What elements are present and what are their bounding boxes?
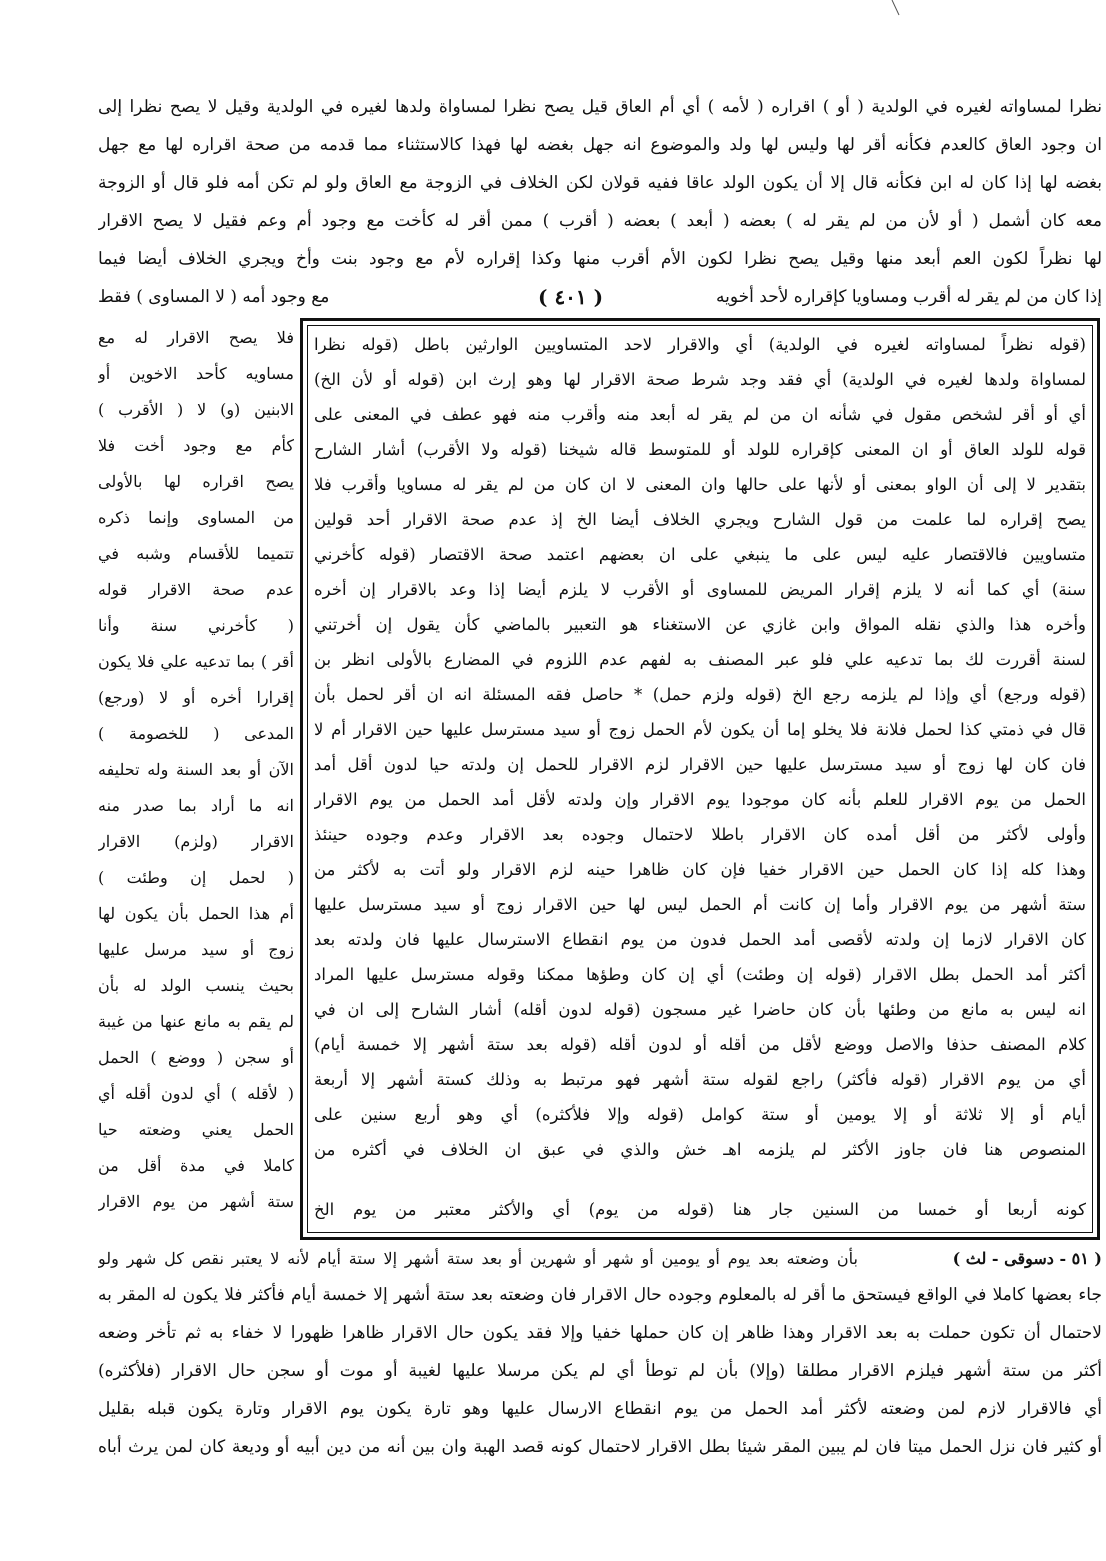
commentary-line: أكثر أمد الحمل بطل الاقرار (قوله إن وطئت) أي إن كان وطؤها ممكنا وقوله مسترسل عليها المراد [314,965,1086,984]
margin-line: أو سجن ( ووضع ) الحمل [98,1048,294,1067]
margin-line: يصح اقراره لها بالأولى [98,472,294,491]
commentary-line: كان الاقرار لازما إن ولدته لأقصى أمد الحمل فدون من يوم انقطاع الاسترسال عليها فان ولدته بعد [314,930,1086,949]
margin-line: لم يقم به مانع عنها من غيبة [98,1012,294,1031]
commentary-line: فان كان لها زوج أو سيد مسترسل عليها حين الاقرار لزم الاقرار للحمل إن ولدته حيا لدون أقل أمد [314,755,1086,774]
main-text-line: لاحتمال أن تكون حملت به بعد الاقرار وهذا ظاهر إن كان حملها خفيا وإلا فقد يكون حال الاقرار ظاهرا ظهورا لا خفاء به ثم تأخر وضعه [98,1323,1102,1343]
header-text-right: إذا كان من لم يقر له أقرب ومساويا كإقراره لأحد أخويه [716,287,1102,307]
commentary-line: (قوله ورجع) أي وإذا لم يلزمه رجع الخ (قوله ولزم حمل) * حاصل فقه المسئلة انه ان أقر لحمل بأن [314,685,1086,704]
commentary-line: أي أو أقر لشخص مقول في شأنه ان من لم يقر له أبعد منه وأقرب منه فهو عطف في المعنى على [314,405,1086,424]
page-number: ( ٤٠١ ) [538,285,604,309]
commentary-line: لمساواة ولدها لغيره في الولدية) أي فقد وجد شرط صحة الاقرار لها وهو إرث ابن (قوله أو لأن الخ) [314,370,1086,389]
commentary-line: وأولى لأكثر من أقل أمده كان الاقرار باطلا لاحتمال وجوده بعد الاقرار وعدم وجوده حينئذ [314,825,1086,844]
signature-line [98,1244,1102,1274]
margin-line: من المساوى وإنما ذكره [98,508,294,527]
main-text-line: جاء بعضها كاملا في الواقع فيستحق ما أقر له بالمعلوم وجوده حال الاقرار فان وضعته بعد ستة أشهر إلا خمسة أيام فأكثر فلا يكون له المقر به [98,1285,1102,1305]
margin-line: الابنين (و) لا ( الأقرب ) [98,400,294,419]
margin-line: الحمل يعني وضعته حيا [98,1120,294,1139]
commentary-line: وأخره هذا والذي نقله المواق وابن غازي عن الاستغناء هو التعبير بالماضي كأن يقول إن أخرتني [314,615,1086,634]
margin-line: إقرارا أخره أو لا (ورجع) [98,688,294,707]
commentary-line: قال في ذمتي كذا لحمل فلانة فلا يخلو إما أن يكون لأم الحمل زوج أو سيد مسترسل عليها حين الاقرار أم لا [314,720,1086,739]
commentary-line: سنة) أي كما أنه لا يلزم إقرار المريض للمساوى أو الأقرب لا يلزم أيضا إذا وعد بالاقرار إن أخره [314,580,1086,599]
main-text-line: نظرا لمساواته لغيره في الولدية ( أو ) اقراره ( لأمه ) أي أم العاق قيل يصح نظرا لمساواة ولدها لغيره في الولدية وقيل لا يصح نظرا إلى [98,97,1102,117]
margin-line: بحيث ينسب الولد له بأن [98,976,294,995]
commentary-line: قوله للولد العاق أو ان المعنى كإقراره للولد أو للمتوسط قاله شيخنا (قوله ولا الأقرب) أشار الشارح [314,440,1086,459]
main-text-line: ان وجود العاق كالعدم فكأنه أقر لها وليس لها ولد والموضوع انه جهل بغضه لها فهذا كالاستثناء مما قدمه من صحة اقراره لها مع جهل [98,135,1102,155]
running-header [98,282,1102,314]
print-signature: ( ٥١ - دسوقى - لث ) [952,1249,1102,1268]
main-text-line: أي فالاقرار لازم لمن وضعته لأكثر أمد الحمل من يوم انقطاع الارسال عليها وهو تارة يكون يوم الاقرار وتارة يكون قبله بقليل [98,1399,1102,1419]
commentary-line: متساويين فالاقتصار عليه ليس على ما ينبغي على ان بعضهم اعتمد صحة الاقتصار (قوله كأخرني [314,545,1086,564]
commentary-line: أي من يوم الاقرار (قوله فأكثر) راجع لقوله ستة أشهر فهو مرتبط به وذلك كستة أشهر إلا أربعة [314,1070,1086,1089]
margin-line: ( كأخرني سنة وأنا [98,616,294,635]
margin-line: ستة أشهر من يوم الاقرار [98,1192,294,1211]
main-text-line: معه كان أشمل ( أو لأن من لم يقر له ) بعضه ( أبعد ) بعضه ( أقرب ) ممن أقر له كأخت مع وجود أم وعم فقيل لا يصح الاقرار [98,211,1102,231]
margin-line: ( لأقله ) أي لدون أقله أي [98,1084,294,1103]
margin-line: أم هذا الحمل بأن يكون لها [98,904,294,923]
margin-line: ( لحمل إن وطئت ) [98,868,294,887]
commentary-line: أيام أو إلا ثلاثة أو إلا يومين أو ستة كوامل (قوله وإلا فلأكثره) أي وهو أربع سنين على [314,1105,1086,1124]
margin-line: الاقرار (ولزم) الاقرار [98,832,294,851]
commentary-line: (قوله نظراً لمساواته لغيره في الولدية) أي والاقرار لاحد المتساويين الوارثين باطل (قوله نظرا [314,335,1086,354]
margin-line: أقر ) بما تدعيه علي فلا يكون [98,652,294,671]
main-text-line: بأن وضعته بعد يوم أو يومين أو شهر أو شهرين أو بعد ستة أشهر إلا ستة أيام لأنه لا يعتبر نقص كل شهر ولو [98,1249,858,1268]
main-text-line: أو كثير فان نزل الحمل ميتا فان لم يبين المقر شيئا بطل الاقرار لاحتمال كونه قصد الهبة وان بين أنه من دين أبيه أو وديعة كان لمن يرث أباه [98,1437,1102,1457]
main-text-line: أكثر من ستة أشهر فيلزم الاقرار مطلقا (وإلا) بأن لم توطأ أي لم يكن مرسلا عليها لغيبة أو موت أو سجن حال الاقرار (فلأكثره) [98,1361,1102,1381]
main-text-line: لها نظراً لكون العم أبعد منها وقيل يصح نظرا لكون الأم أقرب منها وكذا إقراره لأم مع وجود بنت وأخ ويجري الخلاف أيضا فيما [98,249,1102,269]
commentary-line: كلام المصنف حذفا والاصل ووضع لأقل من أقله أو لدون أقله (قوله بعد ستة أشهر إلا خمسة أيام) [314,1035,1086,1054]
margin-line: كاملا في مدة أقل من [98,1156,294,1175]
commentary-line: لسنة أقررت لك بما تدعيه علي فلو عبر المصنف به لفهم عدم اللزوم في المضارع بالأولى انظر بن [314,650,1086,669]
commentary-line: بتقدير لا إلى أن الواو بمعنى أو لأنها على حالها وان المعنى لا ان كان من لم يقر له مساويا وأقرب فلا [314,475,1086,494]
margin-line: زوج أو سيد مرسل عليها [98,940,294,959]
corner-mark [890,0,902,16]
commentary-line: المنصوص هنا فان جاوز الأكثر لم يلزمه اهـ خش والذي في عبق ان الخلاف في أكثره من [314,1140,1086,1159]
margin-line: الآن أو بعد السنة وله تحليفه [98,760,294,779]
commentary-line: يصح إقراره لما علمت من قول الشارح ويجري الخلاف أيضا الخ إذ عدم صحة الاقرار أحد قولين [314,510,1086,529]
margin-line: انه ما أراد بما صدر منه [98,796,294,815]
margin-line: فلا يصح الاقرار له مع [98,328,294,347]
commentary-line: ستة أشهر من يوم الاقرار وأما إن كانت أم الحمل ليس لها حين الاقرار زوج أو سيد مسترسل عليها [314,895,1086,914]
commentary-line: انه ليس به مانع من وطئها بأن كان حاضرا غير مسجون (قوله لدون أقله) أشار الشارح إلى ان في [314,1000,1086,1019]
header-text-left: مع وجود أمه ( لا المساوى ) فقط [98,287,330,307]
main-text-line: بغضه لها إذا كان له ابن فكأنه قال إلا أن يكون الولد عاقا ففيه قولان لكن الخلاف في الزوجة مع العاق ولو لم تكن أمه فلو قال أو الزوجة [98,173,1102,193]
margin-line: تتميما للأقسام وشبه في [98,544,294,563]
commentary-line: الحمل من يوم الاقرار للعلم بأنه كان موجودا يوم الاقرار وإن ولدته لأقل أمد الحمل من يوم الاقرار [314,790,1086,809]
margin-line: عدم صحة الاقرار قوله [98,580,294,599]
margin-line: مساويه كأحد الاخوين أو [98,364,294,383]
commentary-line: وهذا كله إذا كان الحمل حين الاقرار خفيا فإن كان ظاهرا حينه لزم الاقرار ولو أتت به لأكثر من [314,860,1086,879]
commentary-line: كونه أربعا أو خمسا من السنين جار هنا (قوله من يوم) أي والأكثر معتبر من يوم الخ [314,1200,1086,1219]
margin-line: كأم مع وجود أخت فلا [98,436,294,455]
margin-line: المدعى ( للخصومة ) [98,724,294,743]
